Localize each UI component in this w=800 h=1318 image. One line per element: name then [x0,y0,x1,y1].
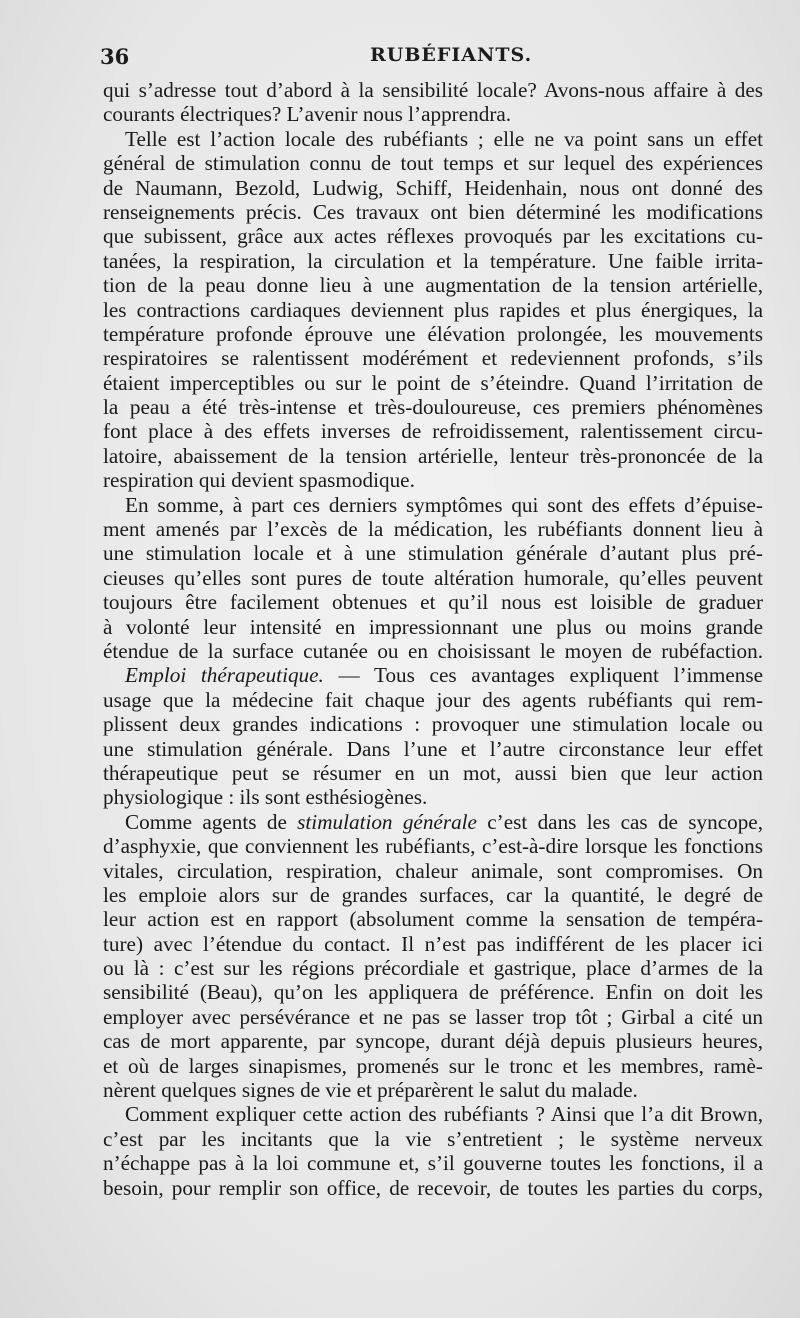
text-line: à volonté leur intensité en impressionnant une plus ou moins grande [103,614,763,639]
text-line: n’échappe pas à la loi commune et, s’il gouverne toutes les fonctions, il a [103,1151,763,1176]
text-line [103,663,763,687]
text-line: renseignements précis. Ces travaux ont bien déterminé les modifications [103,199,763,224]
text-line: la peau a été très-intense et très-douloureuse, ces premiers phénomènes [103,395,763,420]
text-line: qui s’adresse tout d’abord à la sensibilité locale? Avons-nous affaire à des [103,78,763,102]
text-segment: — Tous ces avantages expliquent l’immense [323,663,763,688]
text-line: étendue de la surface cutanée ou en choisissant le moyen de rubéfaction. [103,638,763,663]
text-segment: Comme agents de [125,809,298,834]
text-line: les emploie alors sur de grandes surfaces, car la quantité, le degré de [103,882,763,907]
section-heading: Emploi thérapeutique. [125,663,324,688]
text-line: besoin, pour remplir son office, de recevoir, de toutes les parties du corps, [103,1175,763,1200]
page-number: 36 [100,44,130,69]
text-line: vitales, circulation, respiration, chaleur animale, sont compromises. On [103,858,763,883]
text-line: nèrent quelques signes de vie et préparèrent le salut du malade. [103,1078,638,1103]
text-line: d’asphyxie, que conviennent les rubéfiants, c’est-à-dire lorsque les fonctions [103,834,763,859]
text-line: thérapeutique peut se résumer en un mot, aussi bien que leur action [103,760,763,785]
text-line: toujours être facilement obtenues et qu’il nous est loisible de graduer [103,590,763,615]
text-line: sensibilité (Beau), qu’on les appliquera de préférence. Enfin on doit les [103,980,763,1005]
text-line: employer avec persévérance et ne pas se lasser trop tôt ; Girbal a cité un [103,1004,763,1029]
text-line: plissent deux grandes indications : provoquer une stimulation locale ou [103,712,763,737]
text-line: une stimulation générale. Dans l’une et l’autre circonstance leur effet [103,736,763,761]
text-line: ou là : c’est sur les régions précordiale et gastrique, place d’armes de la [103,956,763,981]
text-line: Comment expliquer cette action des rubéfiants ? Ainsi que l’a dit Brown, [125,1102,763,1127]
text-line: tanées, la respiration, la circulation et la température. Une faible irrita- [103,248,763,273]
text-line: Telle est l’action locale des rubéfiants ; elle ne va point sans un effet [125,126,763,151]
text-line: général de stimulation connu de tout temps et sur lequel des expériences [103,151,763,176]
text-line: tion de la peau donne lieu à une augmentation de la tension artérielle, [103,273,763,298]
text-line: que subissent, grâce aux actes réflexes provoqués par les excitations cu- [103,224,763,249]
text-line: respiration qui devient spasmodique. [103,468,415,493]
text-line: ment amenés par l’excès de la médication, les rubéfiants donnent lieu à [103,517,763,542]
body-text [103,78,763,1200]
text-line: cieuses qu’elles sont pures de toute altération humorale, qu’elles peuvent [103,565,763,590]
text-line: En somme, à part ces derniers symptômes qui sont des effets d’épuise- [125,492,763,517]
text-line: et où de larges sinapismes, promenés sur le tronc et les membres, ramè- [103,1053,763,1078]
text-line: cas de mort apparente, par syncope, durant déjà depuis plusieurs heures, [103,1029,763,1054]
text-line: température profonde éprouve une élévation prolongée, les mouvements [103,321,763,346]
text-line: physiologique : ils sont esthésiogènes. [103,785,428,810]
text-line: leur action est en rapport (absolument comme la sensation de tempéra- [103,907,763,932]
text-line: de Naumann, Bezold, Ludwig, Schiff, Heidenhain, nous ont donné des [103,175,763,200]
text-segment: c’est dans les cas de syncope, [476,809,763,834]
text-line: usage que la médecine fait chaque jour des agents rubéfiants qui rem- [103,687,763,712]
text-line: les contractions cardiaques deviennent plus rapides et plus énergiques, la [103,297,763,322]
text-line: ture) avec l’étendue du contact. Il n’est pas indifférent de les placer ici [103,931,763,956]
text-line: c’est par les incitants que la vie s’entretient ; le système nerveux [103,1126,763,1151]
text-line [103,810,763,834]
text-line: étaient imperceptibles ou sur le point de s’éteindre. Quand l’irritation de [103,370,763,395]
emphasis: stimulation générale [297,809,477,834]
text-line: respiratoires se ralentissent modérément et redeviennent profonds, s’ils [103,346,763,371]
running-title: RUBÉFIANTS. [370,44,533,66]
text-line: courants électriques? L’avenir nous l’apprendra. [103,102,512,127]
text-line: latoire, abaissement de la tension artérielle, lenteur très-prononcée de la [103,443,763,468]
text-line: une stimulation locale et à une stimulation générale d’autant plus pré- [103,541,763,566]
page-header [100,44,765,74]
text-line: font place à des effets inverses de refroidissement, ralentissement circu- [103,419,763,444]
